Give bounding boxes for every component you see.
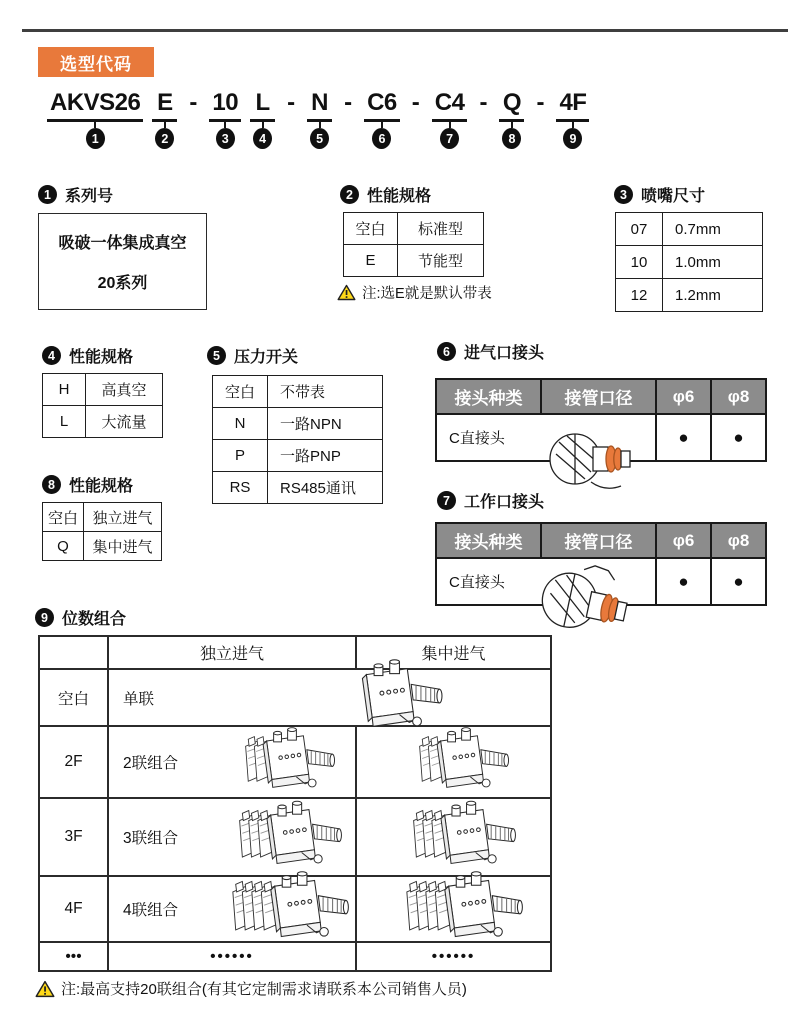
combo-label: 3联组合 bbox=[123, 830, 179, 847]
table-header-row bbox=[39, 636, 551, 669]
section-title: 位数组合 bbox=[62, 611, 127, 628]
pressure-switch-table bbox=[212, 375, 383, 504]
warning-icon bbox=[337, 284, 356, 301]
code-segment-text: AKVS26 bbox=[50, 89, 141, 116]
code-balloon-number: 8 bbox=[502, 128, 521, 149]
table-cell: 不带表 bbox=[268, 376, 383, 408]
fitting-label: C直接头 bbox=[449, 430, 505, 447]
table-cell: 1.2mm bbox=[663, 279, 763, 312]
col-header: φ6 bbox=[656, 379, 711, 414]
combo-central-cell bbox=[356, 726, 551, 798]
fitting-label: C直接头 bbox=[449, 574, 505, 591]
section-number-icon: 8 bbox=[42, 475, 61, 494]
table-cell: 07 bbox=[616, 213, 663, 246]
spec-table-2 bbox=[343, 212, 484, 277]
table-cell: 空白 bbox=[213, 376, 268, 408]
fitting-illustration bbox=[545, 424, 645, 496]
spec-table-8 bbox=[42, 502, 162, 561]
section-title: 性能规格 bbox=[69, 478, 134, 495]
code-segment bbox=[435, 88, 465, 149]
code-segment bbox=[559, 88, 586, 149]
combo-independent-cell bbox=[108, 798, 356, 876]
combo-code-cell: 4F bbox=[39, 876, 108, 942]
phi8-availability: ● bbox=[711, 414, 766, 461]
col-header: φ8 bbox=[711, 523, 766, 558]
combo-independent-cell bbox=[108, 876, 356, 942]
table-row bbox=[344, 213, 484, 245]
combo-central-cell bbox=[356, 942, 551, 971]
combo-label: 4联组合 bbox=[123, 902, 179, 919]
model-code bbox=[50, 88, 586, 149]
table-row bbox=[213, 408, 383, 440]
table-cell: H bbox=[43, 374, 86, 406]
combo-row bbox=[39, 798, 551, 876]
section-8-header bbox=[42, 473, 133, 496]
top-divider bbox=[22, 29, 788, 32]
table-cell: 大流量 bbox=[86, 406, 163, 438]
code-balloon-number: 5 bbox=[310, 128, 329, 149]
table-cell: 0.7mm bbox=[663, 213, 763, 246]
combo-label: 2联组合 bbox=[123, 755, 179, 772]
combo-independent-cell bbox=[108, 726, 356, 798]
section-number-icon: 9 bbox=[35, 608, 54, 627]
table-row bbox=[213, 376, 383, 408]
code-segment-text: N bbox=[311, 89, 328, 116]
code-segment-text: 10 bbox=[212, 89, 239, 116]
note-text: 注:选E就是默认带表 bbox=[362, 286, 492, 302]
table-cell: 高真空 bbox=[86, 374, 163, 406]
code-separator: - bbox=[344, 89, 353, 116]
table-cell: 标准型 bbox=[398, 213, 484, 245]
table-row bbox=[43, 374, 163, 406]
table-cell: N bbox=[213, 408, 268, 440]
col-header: 接头种类 bbox=[436, 379, 541, 414]
section-7-header bbox=[437, 489, 544, 512]
col-header: 接管口径 bbox=[541, 379, 656, 414]
col-header: φ6 bbox=[656, 523, 711, 558]
note-e-default bbox=[337, 282, 492, 303]
code-segment bbox=[212, 88, 238, 149]
series-line2: 20系列 bbox=[97, 274, 148, 292]
code-segment bbox=[310, 88, 329, 149]
code-separator: - bbox=[479, 89, 488, 116]
table-row bbox=[616, 246, 763, 279]
table-header-row bbox=[436, 379, 766, 414]
section-number-icon: 2 bbox=[340, 185, 359, 204]
table-header-row bbox=[436, 523, 766, 558]
code-balloon-number: 1 bbox=[86, 128, 105, 149]
table-cell: P bbox=[213, 440, 268, 472]
code-segment bbox=[367, 88, 397, 149]
manifold-illustration bbox=[379, 727, 525, 797]
table-row bbox=[43, 532, 162, 561]
section-title: 进气口接头 bbox=[464, 345, 545, 362]
code-balloon-number: 3 bbox=[216, 128, 235, 149]
section-title: 性能规格 bbox=[367, 188, 432, 205]
table-row bbox=[213, 440, 383, 472]
section-6-header bbox=[437, 340, 544, 363]
manifold-illustration bbox=[379, 871, 543, 947]
table-cell: RS485通讯 bbox=[268, 472, 383, 504]
table-cell: 一路NPN bbox=[268, 408, 383, 440]
note-text: 注:最高支持20联组合(有其它定制需求请联系本公司销售人员) bbox=[61, 981, 467, 998]
code-segment bbox=[155, 88, 174, 149]
nozzle-table bbox=[615, 212, 763, 312]
table-row bbox=[43, 406, 163, 438]
table-cell: 空白 bbox=[43, 503, 84, 532]
section-title: 系列号 bbox=[65, 188, 114, 205]
table-cell: 10 bbox=[616, 246, 663, 279]
table-cell: 空白 bbox=[344, 213, 398, 245]
code-balloon-number: 4 bbox=[253, 128, 272, 149]
table-cell: 1.0mm bbox=[663, 246, 763, 279]
combo-central-cell bbox=[356, 798, 551, 876]
table-row bbox=[43, 503, 162, 532]
combo-independent-cell bbox=[108, 942, 356, 971]
col-header: 接管口径 bbox=[541, 523, 656, 558]
col-header: φ8 bbox=[711, 379, 766, 414]
code-balloon-number: 9 bbox=[563, 128, 582, 149]
section-number-icon: 3 bbox=[614, 185, 633, 204]
code-balloon-number: 2 bbox=[155, 128, 174, 149]
warning-icon bbox=[35, 980, 55, 998]
spec-table-4 bbox=[42, 373, 163, 438]
empty-header-cell bbox=[39, 636, 108, 669]
table-row bbox=[213, 472, 383, 504]
manifold-illustration bbox=[205, 871, 369, 947]
section-number-icon: 4 bbox=[42, 346, 61, 365]
section-3-header bbox=[614, 183, 705, 206]
phi6-availability: ● bbox=[656, 414, 711, 461]
combo-row bbox=[39, 942, 551, 971]
code-segment-text: E bbox=[157, 89, 173, 116]
table-row bbox=[616, 213, 763, 246]
section-title: 性能规格 bbox=[69, 349, 134, 366]
table-row bbox=[436, 558, 766, 605]
bottom-note bbox=[35, 978, 467, 999]
table-cell: 一路PNP bbox=[268, 440, 383, 472]
code-separator: - bbox=[287, 89, 296, 116]
manifold-illustration bbox=[205, 727, 351, 797]
table-cell: E bbox=[344, 245, 398, 277]
combo-row bbox=[39, 726, 551, 798]
manifold-illustration bbox=[304, 659, 454, 737]
fitting-type-cell bbox=[436, 558, 656, 605]
table-cell: 集中进气 bbox=[84, 532, 162, 561]
code-segment bbox=[502, 88, 521, 149]
series-box bbox=[38, 213, 207, 310]
section-title: 工作口接头 bbox=[464, 494, 545, 511]
code-segment bbox=[253, 88, 272, 149]
section-title: 喷嘴尺寸 bbox=[641, 188, 706, 205]
section-title: 压力开关 bbox=[234, 349, 299, 366]
code-segment-text: Q bbox=[502, 89, 522, 116]
code-segment-text: C6 bbox=[367, 89, 397, 116]
section-number-icon: 5 bbox=[207, 346, 226, 365]
code-separator: - bbox=[189, 89, 198, 116]
phi8-availability: ● bbox=[711, 558, 766, 605]
fitting-type-cell bbox=[436, 414, 656, 461]
combo-code-cell: 空白 bbox=[39, 669, 108, 726]
section-1-header bbox=[38, 183, 113, 206]
section-badge: 选型代码 bbox=[38, 47, 154, 77]
combo-code-cell: 3F bbox=[39, 798, 108, 876]
code-segment-text: C4 bbox=[434, 89, 465, 116]
ellipsis-dots: •••••• bbox=[431, 948, 476, 965]
section-2-header bbox=[340, 183, 431, 206]
code-balloon-number: 7 bbox=[440, 128, 459, 149]
combo-code-cell: ••• bbox=[39, 942, 108, 971]
combo-code-cell: 2F bbox=[39, 726, 108, 798]
col-header-independent: 独立进气 bbox=[108, 636, 356, 669]
section-9-header bbox=[35, 606, 126, 629]
combo-row bbox=[39, 669, 551, 726]
series-line1: 吸破一体集成真空 bbox=[58, 235, 187, 253]
combo-row bbox=[39, 876, 551, 942]
col-header: 接头种类 bbox=[436, 523, 541, 558]
combo-merged-cell bbox=[108, 669, 551, 726]
code-separator: - bbox=[411, 89, 420, 116]
col-header-central: 集中进气 bbox=[356, 636, 551, 669]
table-cell: 独立进气 bbox=[84, 503, 162, 532]
table-cell: 12 bbox=[616, 279, 663, 312]
manifold-illustration bbox=[379, 801, 534, 874]
ellipsis-dots: •••••• bbox=[210, 948, 254, 965]
table-cell: L bbox=[43, 406, 86, 438]
combo-central-cell bbox=[356, 876, 551, 942]
intake-port-table bbox=[435, 378, 767, 462]
code-segment-text: L bbox=[255, 89, 270, 116]
table-cell: Q bbox=[43, 532, 84, 561]
table-row bbox=[436, 414, 766, 461]
table-cell: 节能型 bbox=[398, 245, 484, 277]
section-4-header bbox=[42, 344, 133, 367]
table-row bbox=[344, 245, 484, 277]
section-5-header bbox=[207, 344, 298, 367]
code-segment-text: 4F bbox=[559, 89, 587, 116]
table-cell: RS bbox=[213, 472, 268, 504]
code-separator: - bbox=[536, 89, 545, 116]
table-row bbox=[616, 279, 763, 312]
manifold-illustration bbox=[205, 801, 360, 874]
section-number-icon: 1 bbox=[38, 185, 57, 204]
section-number-icon: 6 bbox=[437, 342, 456, 361]
code-segment bbox=[50, 88, 140, 149]
working-port-table bbox=[435, 522, 767, 606]
section-number-icon: 7 bbox=[437, 491, 456, 510]
combo-label: 单联 bbox=[123, 690, 155, 708]
code-balloon-number: 6 bbox=[372, 128, 391, 149]
phi6-availability: ● bbox=[656, 558, 711, 605]
combination-table bbox=[38, 635, 552, 972]
